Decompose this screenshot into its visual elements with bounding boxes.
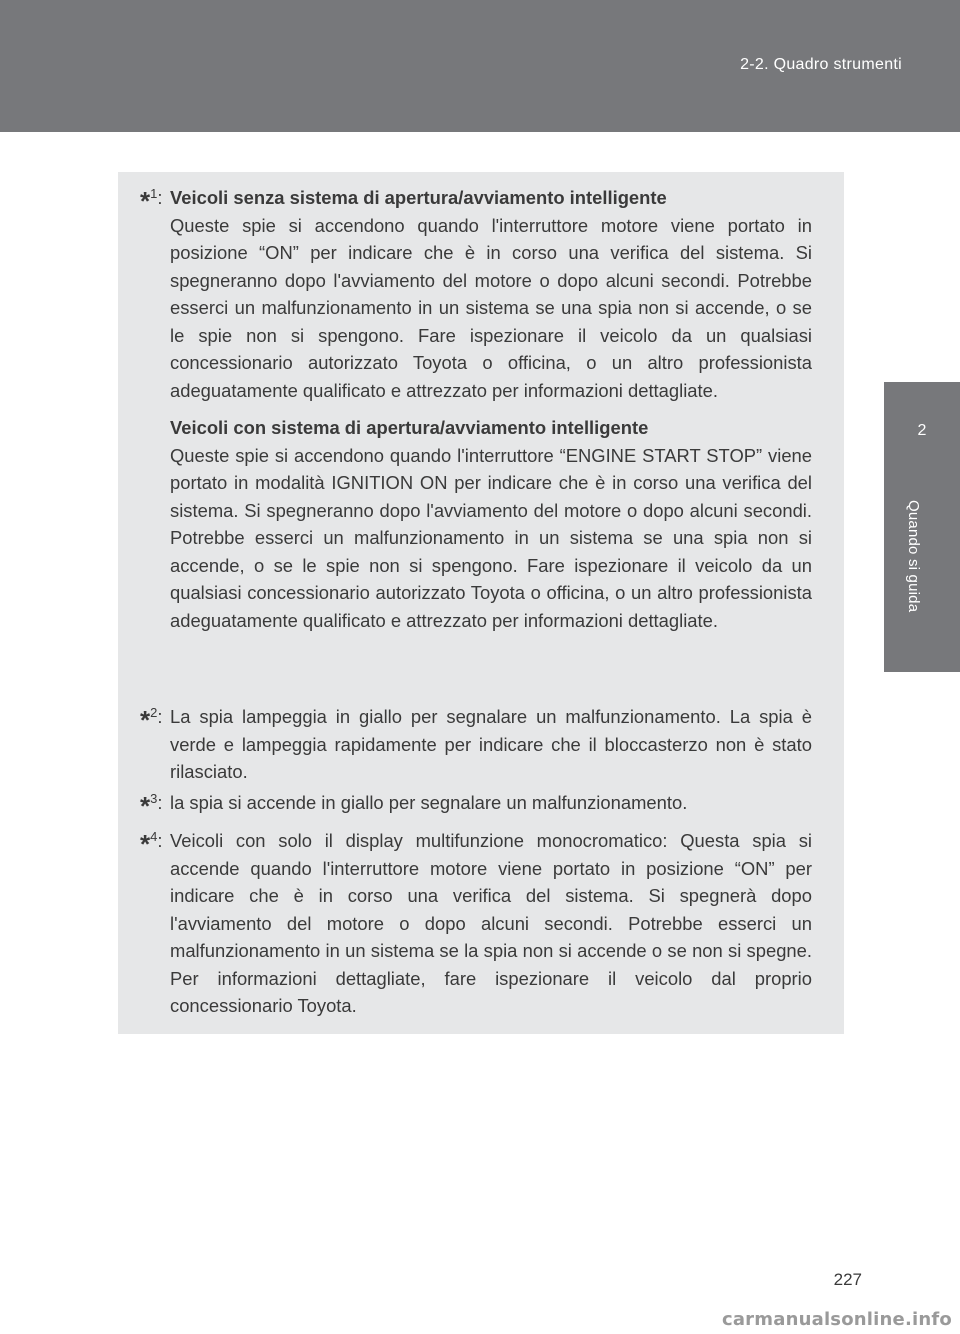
section-header: 2-2. Quadro strumenti <box>740 56 902 73</box>
asterisk-icon: * <box>140 791 151 821</box>
note-4-marker: *$^4$: <box>140 829 163 859</box>
note-1 <box>140 184 812 634</box>
note-2-marker: *$^2$: <box>140 705 163 735</box>
note-1-heading-2: Veicoli con sistema di apertura/avviamento intelligente <box>170 417 649 438</box>
note-1-block-2 <box>170 414 812 634</box>
note-1-text-2: Queste spie si accendono quando l'interruttore “ENGINE START STOP” viene portato in modalità IGNITION ON per indicare che è in corso una verifica del sistema. Si spegneranno dopo l'avviamento del motore o dopo alcuni secondi. Potrebbe esserci un malfunzionamento in un sistema se una spia non si accende, o se le spie non si spengono. Fare ispezionare il veicolo da un qualsiasi concessionario autorizzato Toyota o officina, o un altro professionista adeguatamente qualificato e attrezzato per informazioni dettagliate. <box>170 444 812 631</box>
chapter-number: 2 <box>917 422 927 439</box>
chapter-title: Quando si guida <box>905 500 922 613</box>
note-4-text: Veicoli con solo il display multifunzione monocromatico: Questa spia si accende quando l'interruttore motore viene portato in posizione “ON” per indicare che è in corso una verifica del sistema. Si spegnerà dopo l'avviamento del motore o dopo alcuni secondi. Potrebbe esserci un malfunzionamento in un sistema se la spia non si accende o se non si spegne. Per informazioni dettagliate, fare ispezionare il veicolo dal proprio concessionario Toyota. <box>170 830 812 1016</box>
note-1-marker: *$^1$: <box>140 186 163 216</box>
asterisk-icon: * <box>140 186 151 216</box>
note-1-text-1: Queste spie si accendono quando l'interruttore motore viene portato in posizione “ON” per indicare che è in corso una verifica del sistema. Si spegneranno dopo l'avviamento del motore o dopo alcuni secondi. Potrebbe esserci un malfunzionamento in un sistema se una spia non si accende, o se le spie non si spengono. Fare ispezionare il veicolo da un qualsiasi concessionario autorizzato Toyota o officina, o un altro professionista adeguatamente qualificato e attrezzato per informazioni dettagliate. <box>170 214 812 401</box>
note-1-heading-1: Veicoli senza sistema di apertura/avviamento intelligente <box>170 187 667 208</box>
note-4 <box>140 827 812 1020</box>
note-2 <box>140 703 812 786</box>
note-3-marker: *$^3$: <box>140 791 163 821</box>
note-3-text: la spia si accende in giallo per segnalare un malfunzionamento. <box>170 792 688 813</box>
note-3 <box>140 789 812 821</box>
note-1-block-1 <box>170 184 812 404</box>
page-number: 227 <box>833 1270 862 1289</box>
asterisk-icon: * <box>140 705 151 735</box>
watermark[interactable]: carmanualsonline.info <box>721 1309 952 1330</box>
note-2-text: La spia lampeggia in giallo per segnalare un malfunzionamento. La spia è verde e lampeggia rapidamente per indicare che il bloccasterzo non è stato rilasciato. <box>170 706 812 782</box>
asterisk-icon: * <box>140 829 151 859</box>
